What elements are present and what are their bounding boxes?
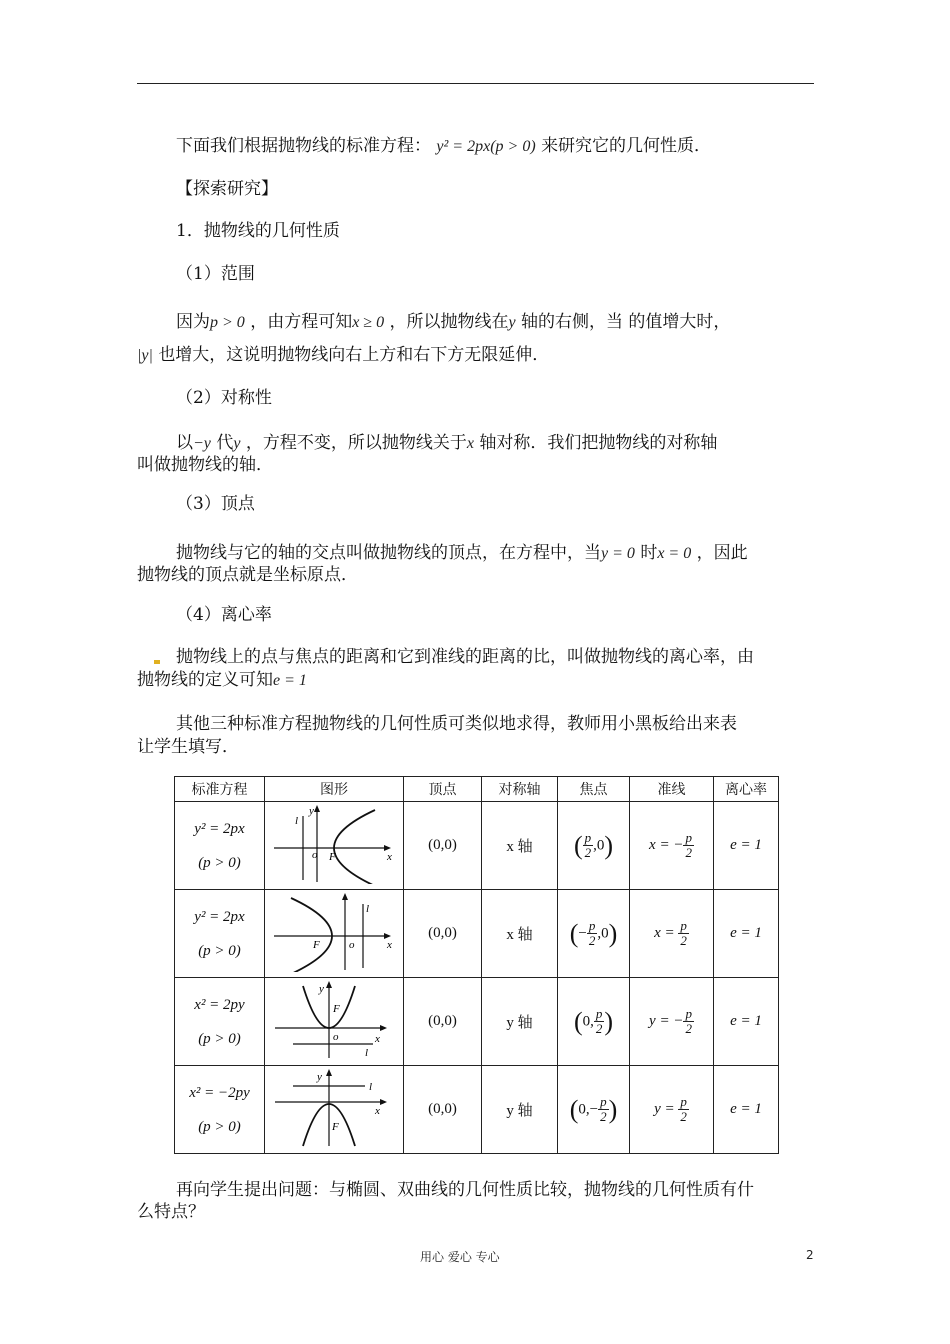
frac-num: p: [584, 830, 592, 845]
table-row: [175, 802, 779, 890]
fraction: [683, 831, 694, 860]
eccentricity-value: e = 1: [730, 1013, 762, 1029]
focus-pre: 0,: [578, 1100, 590, 1117]
header-graph: 图形: [265, 777, 404, 802]
graph-label-o: o: [349, 939, 355, 951]
cell-eccentricity: [714, 978, 779, 1066]
directrix-lhs: y = −: [649, 1012, 684, 1029]
table-row: [175, 1066, 779, 1154]
header-rule: [137, 83, 814, 84]
graph-label-o: o: [312, 849, 318, 861]
frac-num: p: [685, 830, 692, 845]
equation: x ≥ 0: [352, 314, 385, 331]
graph-label-x: x: [387, 851, 392, 863]
focus-pre: 0,: [582, 1012, 594, 1029]
text: 下面我们根据抛物线的标准方程：: [176, 136, 431, 156]
condition: (p > 0): [198, 855, 241, 871]
header-axis: 对称轴: [482, 777, 558, 802]
heading-explore: 【探索研究】: [176, 179, 278, 199]
parabola-up-graph: [269, 978, 399, 1060]
text: 代: [216, 433, 234, 453]
cell-eccentricity: [714, 890, 779, 978]
table-row: [175, 978, 779, 1066]
text: ，方程不变，所以抛物线关于: [245, 433, 467, 453]
cell-directrix: [630, 802, 714, 890]
table-header-row: [175, 777, 779, 802]
graph-label-l: l: [365, 1047, 369, 1059]
graph-label-l: l: [295, 815, 299, 827]
text: 时: [640, 543, 658, 563]
text: 抛物线的定义可知: [137, 670, 273, 690]
fraction: [678, 919, 689, 948]
cell-axis: y 轴: [482, 978, 558, 1066]
frac-num: p: [595, 1006, 603, 1021]
focus-post: ,0: [597, 924, 609, 941]
cell-vertex: (0,0): [404, 802, 482, 890]
frac-den: 2: [588, 933, 596, 948]
heading-range: （1）范围: [176, 264, 255, 284]
frac-den: 2: [584, 845, 592, 860]
text: ，由方程可知: [250, 312, 353, 332]
frac-den: 2: [685, 1021, 692, 1036]
eccentricity-value: e = 1: [730, 1101, 762, 1117]
graph-label-y: y: [317, 1071, 322, 1083]
cell-graph: [265, 978, 404, 1066]
text: 的值增大时，: [628, 312, 731, 332]
graph-label-f: F: [313, 939, 320, 951]
eccentricity-value: e = 1: [730, 837, 762, 853]
para-other-line2: 让学生填写．: [137, 737, 239, 757]
heading-geometric-properties: 1．抛物线的几何性质: [176, 221, 340, 241]
equation: x² = 2py: [194, 997, 245, 1013]
parabola-down-graph: [269, 1066, 399, 1148]
focus-post: ,0: [593, 836, 605, 853]
frac-num: p: [685, 1006, 692, 1021]
cell-equation: [175, 802, 265, 890]
equation: y: [508, 314, 516, 331]
cell-directrix: [630, 978, 714, 1066]
page-number: 2: [806, 1248, 814, 1262]
parabola-left-graph: [269, 890, 399, 972]
para-ecc-line2: [137, 669, 307, 692]
text: 因为: [176, 312, 210, 332]
frac-num: p: [680, 918, 687, 933]
graph-label-l: l: [366, 903, 370, 915]
cell-equation: [175, 1066, 265, 1154]
text: 以: [176, 433, 193, 453]
text: 轴的右侧，当: [521, 312, 624, 332]
graph-label-f: F: [329, 851, 336, 863]
para-question-line2: 么特点？: [137, 1202, 205, 1222]
equation: y² = 2px: [194, 821, 245, 837]
equation: p > 0: [210, 314, 245, 331]
cell-directrix: [630, 1066, 714, 1154]
fraction: [594, 1007, 605, 1036]
frac-den: 2: [680, 1109, 687, 1124]
frac-num: p: [680, 1094, 687, 1109]
text: 来研究它的几何性质．: [541, 136, 712, 156]
para-symmetry-line1: [176, 432, 717, 455]
graph-label-f: F: [332, 1121, 339, 1133]
cell-equation: [175, 978, 265, 1066]
heading-eccentricity: （4）离心率: [176, 605, 272, 625]
equation: x: [466, 435, 474, 452]
cell-axis: x 轴: [482, 802, 558, 890]
text: ，所以抛物线在: [389, 312, 509, 332]
directrix-lhs: x =: [654, 924, 679, 941]
text: 也增大，这说明抛物线向右上方和右下方无限延伸．: [158, 345, 550, 365]
header-eccentricity: 离心率: [714, 777, 779, 802]
cell-vertex: (0,0): [404, 890, 482, 978]
graph-label-l: l: [369, 1081, 373, 1093]
header-equation: 标准方程: [175, 777, 265, 802]
graph-label-x: x: [375, 1033, 380, 1045]
text: 抛物线与它的轴的交点叫做抛物线的顶点，在方程中，当: [176, 543, 601, 563]
para-range-line1: [176, 311, 730, 334]
text: 轴对称．我们把抛物线的对称轴: [479, 433, 718, 453]
fraction: [587, 919, 598, 948]
fraction: [583, 831, 594, 860]
equation: x = 0: [657, 545, 692, 562]
cell-focus: (0,− $\frac{p}{2}$ ): [558, 1066, 630, 1154]
para-vertex-line2: 抛物线的顶点就是坐标原点．: [137, 565, 358, 585]
frac-num: p: [588, 918, 596, 933]
cell-graph: [265, 802, 404, 890]
frac-den: 2: [595, 1021, 603, 1036]
revision-mark: [154, 660, 160, 664]
equation: y² = 2px(p > 0): [436, 138, 536, 155]
cell-directrix: [630, 890, 714, 978]
cell-eccentricity: [714, 802, 779, 890]
graph-label-y: y: [309, 805, 314, 817]
equation: −y: [193, 435, 211, 452]
focus-sign: −: [589, 1100, 599, 1117]
equation: y² = 2px: [194, 909, 245, 925]
parabola-right-graph: [269, 802, 399, 884]
text: ，因此: [696, 543, 748, 563]
graph-label-x: x: [387, 939, 392, 951]
para-symmetry-line2: 叫做抛物线的轴．: [137, 455, 273, 475]
frac-num: p: [600, 1094, 607, 1109]
equation: e = 1: [273, 672, 307, 689]
cell-graph: [265, 1066, 404, 1154]
cell-vertex: (0,0): [404, 978, 482, 1066]
para-question-line1: 再向学生提出问题：与椭圆、双曲线的几何性质比较，抛物线的几何性质有什: [176, 1180, 754, 1200]
fraction: [598, 1095, 609, 1124]
focus-sign: −: [578, 924, 587, 941]
eccentricity-value: e = 1: [730, 925, 762, 941]
frac-den: 2: [680, 933, 687, 948]
cell-axis: y 轴: [482, 1066, 558, 1154]
para-vertex-line1: [176, 542, 748, 565]
heading-vertex: （3）顶点: [176, 494, 255, 514]
cell-eccentricity: [714, 1066, 779, 1154]
para-other-line1: 其他三种标准方程抛物线的几何性质可类似地求得，教师用小黑板给出来表: [176, 714, 737, 734]
para-ecc-line1: 抛物线上的点与焦点的距离和它到准线的距离的比，叫做抛物线的离心率，由: [176, 647, 754, 667]
graph-label-y: y: [319, 983, 324, 995]
directrix-lhs: x = −: [649, 836, 684, 853]
condition: (p > 0): [198, 943, 241, 959]
header-directrix: 准线: [630, 777, 714, 802]
cell-equation: [175, 890, 265, 978]
header-vertex: 顶点: [404, 777, 482, 802]
graph-label-x: x: [375, 1105, 380, 1117]
fraction: [678, 1095, 689, 1124]
footer-motto: 用心 爱心 专心: [420, 1250, 500, 1264]
cell-vertex: (0,0): [404, 1066, 482, 1154]
fraction: [683, 1007, 694, 1036]
equation: y = 0: [601, 545, 635, 562]
parabola-properties-table: [174, 776, 779, 1154]
condition: (p > 0): [198, 1119, 241, 1135]
equation: y: [233, 435, 241, 452]
para-intro: [176, 135, 711, 158]
frac-den: 2: [600, 1109, 607, 1124]
header-focus: 焦点: [558, 777, 630, 802]
para-range-line2: [137, 344, 549, 367]
cell-graph: [265, 890, 404, 978]
graph-label-f: F: [333, 1003, 340, 1015]
equation: |y|: [137, 347, 153, 364]
table-row: [175, 890, 779, 978]
condition: (p > 0): [198, 1031, 241, 1047]
heading-symmetry: （2）对称性: [176, 388, 272, 408]
equation: x² = −2py: [189, 1085, 250, 1101]
cell-axis: x 轴: [482, 890, 558, 978]
directrix-lhs: y =: [654, 1100, 679, 1117]
cell-focus: ( $\frac{p}{2}$ ,0): [558, 802, 630, 890]
graph-label-o: o: [333, 1031, 339, 1043]
cell-focus: (0, $\frac{p}{2}$ ): [558, 978, 630, 1066]
cell-focus: (− $\frac{p}{2}$ ,0): [558, 890, 630, 978]
frac-den: 2: [685, 845, 692, 860]
